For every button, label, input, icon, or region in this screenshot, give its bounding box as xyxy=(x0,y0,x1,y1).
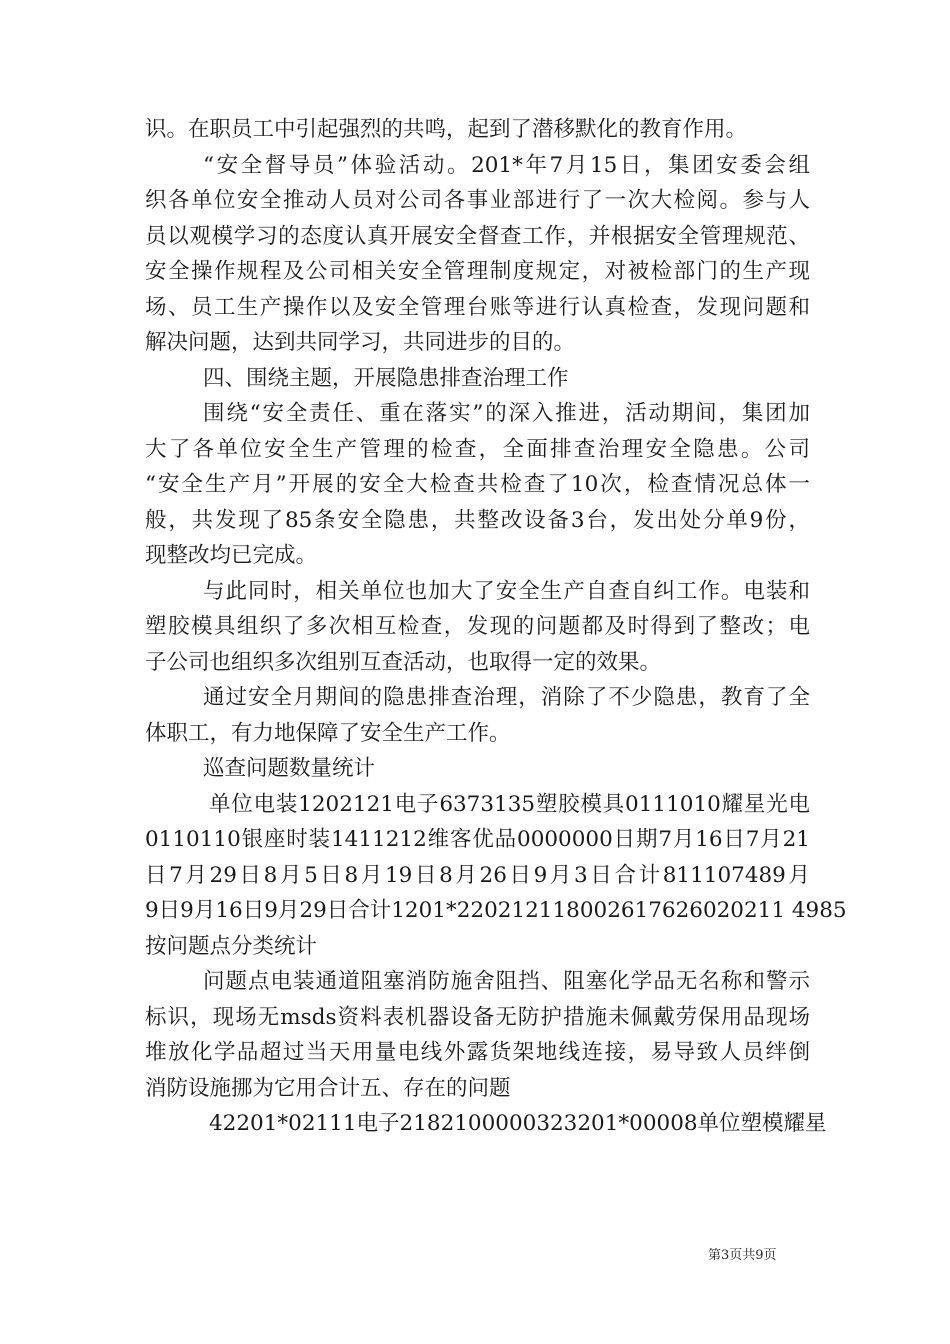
text-line: 0110110银座时装1411212维客优品0000000日期7月16日7月21 xyxy=(145,827,810,852)
text-line: 单位电装1202121电子6373135塑胶模具0111010耀星光电 xyxy=(209,791,810,817)
section-heading: 按问题点分类统计 xyxy=(145,933,318,959)
text-line: 塑胶模具组织了多次相互检查，发现的问题都及时得到了整改；电 xyxy=(145,614,810,639)
text-line: 体职工，有力地保障了安全生产工作。 xyxy=(145,720,511,746)
page-number: 第3页共9页 xyxy=(708,1248,777,1263)
text-line: 安全操作规程及公司相关安全管理制度规定，对被检部门的生产现 xyxy=(145,259,810,284)
text-line: 织各单位安全推动人员对公司各事业部进行了一次大检阅。参与人 xyxy=(145,188,810,213)
text-line: 堆放化学品超过当天用量电线外露货架地线连接，易导致人员绊倒 xyxy=(145,1040,810,1065)
text-line: 标识，现场无msds资料表机器设备无防护措施未佩戴劳保用品现场 xyxy=(145,1004,810,1030)
section-heading: 四、围绕主题，开展隐患排查治理工作 xyxy=(203,365,569,391)
text-line: 员以观模学习的态度认真开展安全督查工作，并根据安全管理规范、 xyxy=(145,223,810,249)
text-line: 围绕“安全责任、重在落实”的深入推进，活动期间，集团加 xyxy=(203,401,810,426)
text-line: 般，共发现了85条安全隐患，共整改设备3台，发出处分单9份， xyxy=(145,507,810,533)
text-line: 9日9月16日9月29日合计1201*220212118002617626020211 4985 xyxy=(145,898,847,923)
text-line: 解决问题，达到共同学习，共同进步的目的。 xyxy=(145,330,576,355)
text-line: 问题点电装通道阻塞消防施舍阻挡、阻塞化学品无名称和警示 xyxy=(203,969,810,994)
text-line: “安全生产月”开展的安全大检查共检查了10次，检查情况总体一 xyxy=(145,472,810,497)
text-line: 消防设施挪为它用合计五、存在的问题 xyxy=(145,1075,511,1101)
text-line: “安全督导员”体验活动。201*年7月15日，集团安委会组 xyxy=(203,152,810,178)
text-line: 识。在职员工中引起强烈的共鸣，起到了潜移默化的教育作用。 xyxy=(145,117,748,142)
section-heading: 巡查问题数量统计 xyxy=(203,756,376,781)
text-line: 与此同时，相关单位也加大了安全生产自查自纠工作。电装和 xyxy=(203,578,810,604)
document-body xyxy=(145,112,847,1142)
text-line: 场、员工生产操作以及安全管理台账等进行认真检查，发现问题和 xyxy=(145,294,810,320)
text-line: 子公司也组织多次组别互查活动，也取得一定的效果。 xyxy=(145,649,662,675)
text-line: 大了各单位安全生产管理的检查，全面排查治理安全隐患。公司 xyxy=(145,436,810,462)
text-line: 日7月29日8月5日8月19日8月26日9月3日合计811107489月 xyxy=(145,862,810,888)
text-line: 现整改均已完成。 xyxy=(145,543,318,568)
text-line: 通过安全月期间的隐患排查治理，消除了不少隐患，教育了全 xyxy=(203,685,810,710)
text-line: 42201*02111电子2182100000323201*00008单位塑模耀星 xyxy=(209,1111,827,1136)
